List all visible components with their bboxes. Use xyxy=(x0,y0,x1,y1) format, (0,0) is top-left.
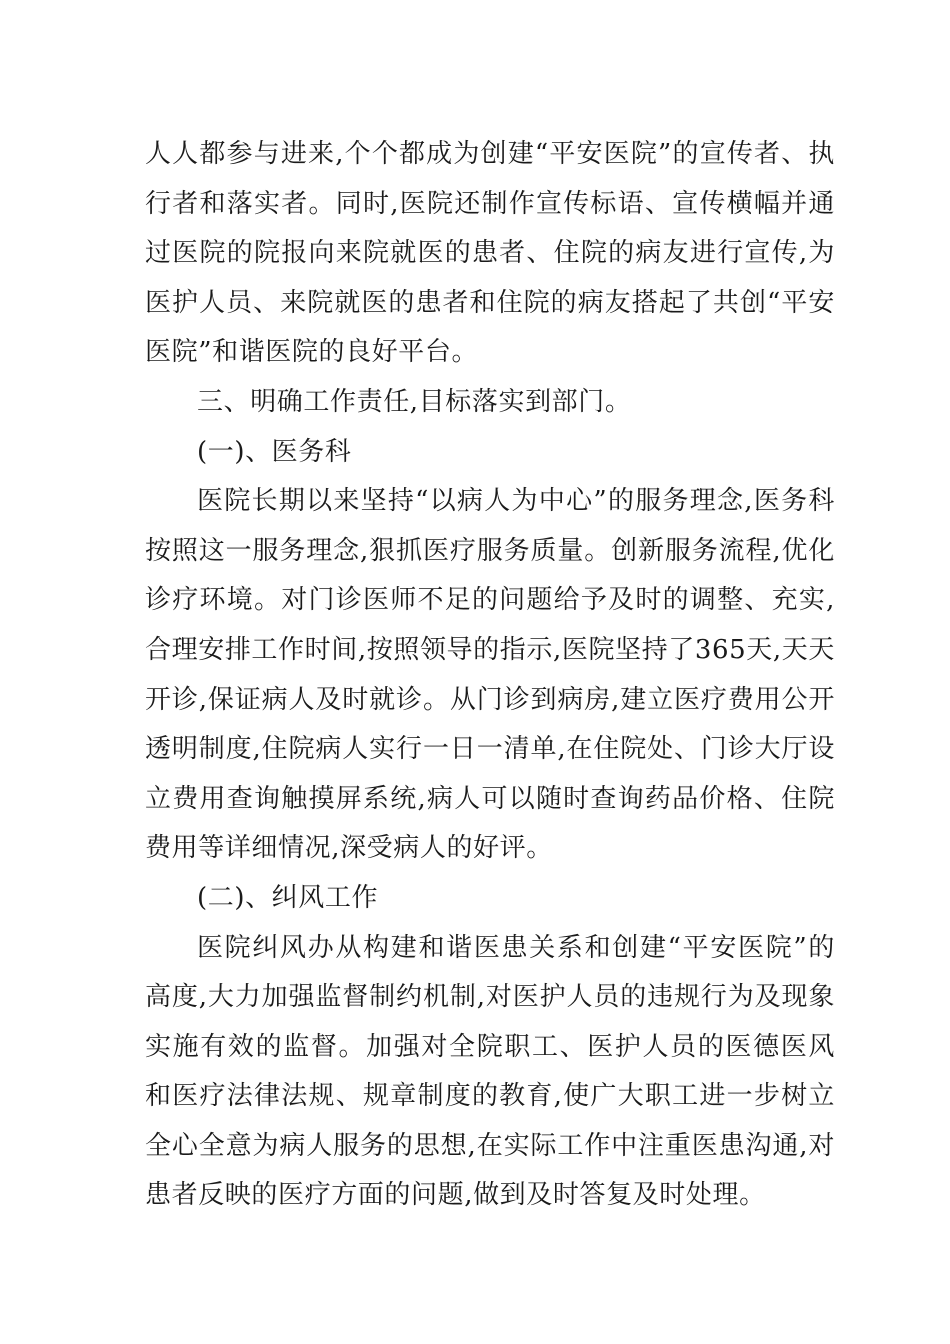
document-body xyxy=(145,130,835,1221)
paragraph-medical-affairs: 医院长期以来坚持“以病人为中心”的服务理念,医务科按照这一服务理念,狠抓医疗服务质量。创新服务流程,优化诊疗环境。对门诊医师不足的问题给予及时的调整、充实,合理安排工作时间,按照领导的指示,医院坚持了365天,天天开诊,保证病人及时就诊。从门诊到病房,建立医疗费用公开透明制度,住院病人实行一日一清单,在住院处、门诊大厅设立费用查询触摸屏系统,病人可以随时查询药品价格、住院费用等详细情况,深受病人的好评。 xyxy=(145,486,835,864)
subsection-heading-medical-affairs: (一)、医务科 xyxy=(197,436,352,467)
section-heading-three: 三、明确工作责任,目标落实到部门。 xyxy=(197,386,632,417)
paragraph-rectification: 医院纠风办从构建和谐医患关系和创建“平安医院”的高度,大力加强监督制约机制,对医护人员的违规行为及现象实施有效的监督。加强对全院职工、医护人员的医德医风和医疗法律法规、规章制度的教育,使广大职工进一步树立全心全意为病人服务的思想,在实际工作中注重医患沟通,对患者反映的医疗方面的问题,做到及时答复及时处理。 xyxy=(145,932,835,1211)
paragraph-continued: 人人都参与进来,个个都成为创建“平安医院”的宣传者、执行者和落实者。同时,医院还制作宣传标语、宣传横幅并通过医院的院报向来院就医的患者、住院的病友进行宣传,为医护人员、来院就医的患者和住院的病友搭起了共创“平安医院”和谐医院的良好平台。 xyxy=(145,139,835,368)
subsection-heading-rectification: (二)、纠风工作 xyxy=(197,882,379,913)
